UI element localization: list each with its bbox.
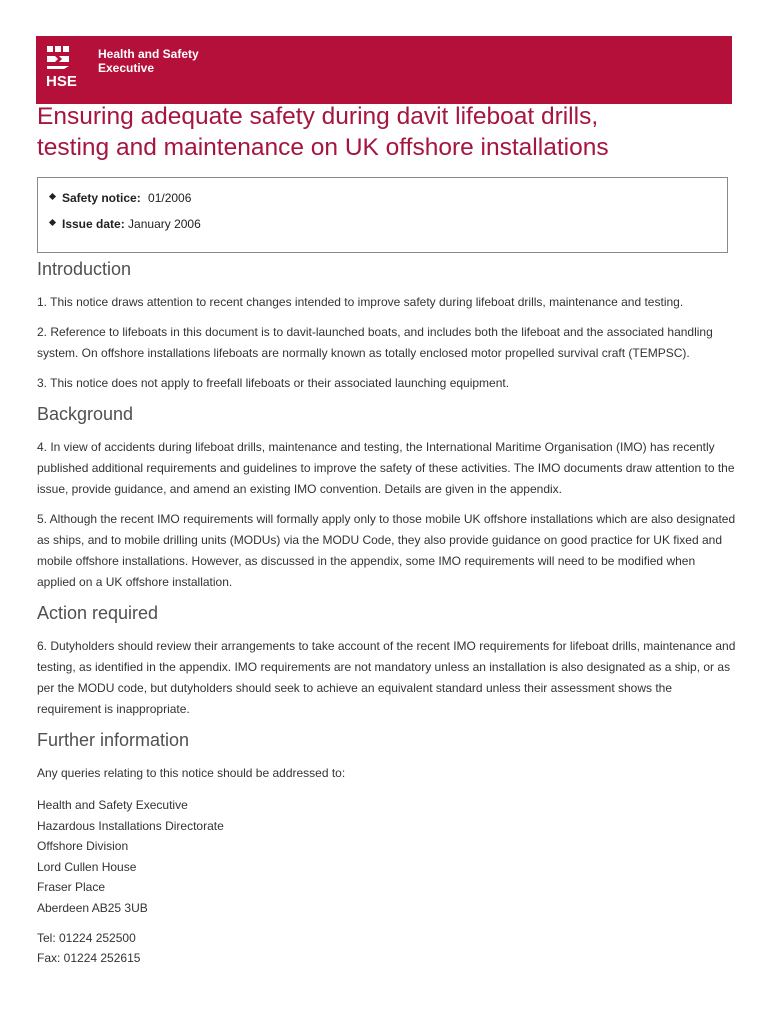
- metadata-value: January 2006: [128, 217, 201, 231]
- logo-text: HSE: [46, 73, 77, 88]
- section-background: [37, 402, 737, 593]
- brand-name: [98, 47, 298, 75]
- section-introduction: [37, 257, 737, 394]
- hse-logo-icon: [46, 44, 90, 88]
- contact-numbers: [37, 928, 737, 969]
- section-heading: Introduction: [37, 259, 132, 279]
- paragraph: 6. Dutyholders should review their arrangements to take account of the recent IMO requirements for lifeboat drills, maintenance and testing, as identified in the appendix. IMO requirements are not mandatory unless an installation is also designated as a ship, or as per the MODU code, but dutyholders should seek to achieve an equivalent standard unless their assessment shows the requirement is inappropriate.: [37, 639, 736, 716]
- page-title-line-2: testing and maintenance on UK offshore installations: [37, 134, 609, 161]
- section-heading: Action required: [37, 603, 159, 623]
- paragraph: 4. In view of accidents during lifeboat drills, maintenance and testing, the International Maritime Organisation (IMO) has recently published additional requirements and guidelines to improve the safety of these activities. The IMO documents draw attention to the issue, provide guidance, and amend an existing IMO convention. Details are given in the appendix.: [37, 440, 735, 496]
- address-line: Offshore Division: [37, 839, 129, 854]
- address-line: Lord Cullen House: [37, 859, 137, 874]
- page-title-line-1: Ensuring adequate safety during davit lifeboat drills,: [37, 103, 599, 130]
- address-line: Hazardous Installations Directorate: [37, 818, 224, 833]
- fax-number: Fax: 01224 252615: [37, 951, 141, 966]
- metadata-label: Safety notice:: [62, 191, 141, 205]
- page-title: [37, 101, 737, 163]
- notice-body: [37, 257, 737, 969]
- paragraph: 5. Although the recent IMO requirements will formally apply only to those mobile UK offshore installations which are also designated as ships, and to mobile drilling units (MODUs) via the MODU Code, they also provide guidance on good practice for UK fixed and mobile offshore installations. However, as discussed in the appendix, some IMO requirements will need to be modified when applied on a UK offshore installation.: [37, 512, 736, 589]
- metadata-label: Issue date:: [62, 217, 125, 231]
- telephone-number: Tel: 01224 252500: [37, 930, 136, 945]
- metadata-value: 01/2006: [148, 191, 192, 205]
- address-line: Health and Safety Executive: [37, 798, 188, 812]
- address-line: Fraser Place: [37, 880, 106, 895]
- metadata-item-issue-date: [62, 216, 201, 232]
- contact-address: [37, 795, 737, 919]
- paragraph: 2. Reference to lifeboats in this document is to davit-launched boats, and includes both the lifeboat and the associated handling system. On offshore installations lifeboats are normally known as totally enclosed motor propelled survival craft (TEMPSC).: [37, 325, 713, 360]
- bullet-icon: [49, 193, 56, 200]
- bullet-icon: [49, 219, 56, 226]
- section-heading: Background: [37, 404, 134, 424]
- brand-line-1: Health and Safety: [98, 47, 199, 61]
- paragraph: 3. This notice does not apply to freefall lifeboats or their associated launching equipment.: [37, 376, 510, 390]
- hse-header-banner: [36, 36, 732, 104]
- section-heading: Further information: [37, 730, 190, 750]
- brand-line-2: Executive: [98, 61, 155, 75]
- metadata-item-safety-notice: [62, 190, 191, 206]
- paragraph: Any queries relating to this notice should be addressed to:: [37, 766, 346, 780]
- section-further-information: [37, 728, 737, 969]
- address-line: Aberdeen AB25 3UB: [37, 900, 148, 915]
- notice-metadata-box: [37, 177, 728, 253]
- section-action-required: [37, 601, 737, 720]
- paragraph: 1. This notice draws attention to recent changes intended to improve safety during lifeboat drills, maintenance and testing.: [37, 295, 684, 309]
